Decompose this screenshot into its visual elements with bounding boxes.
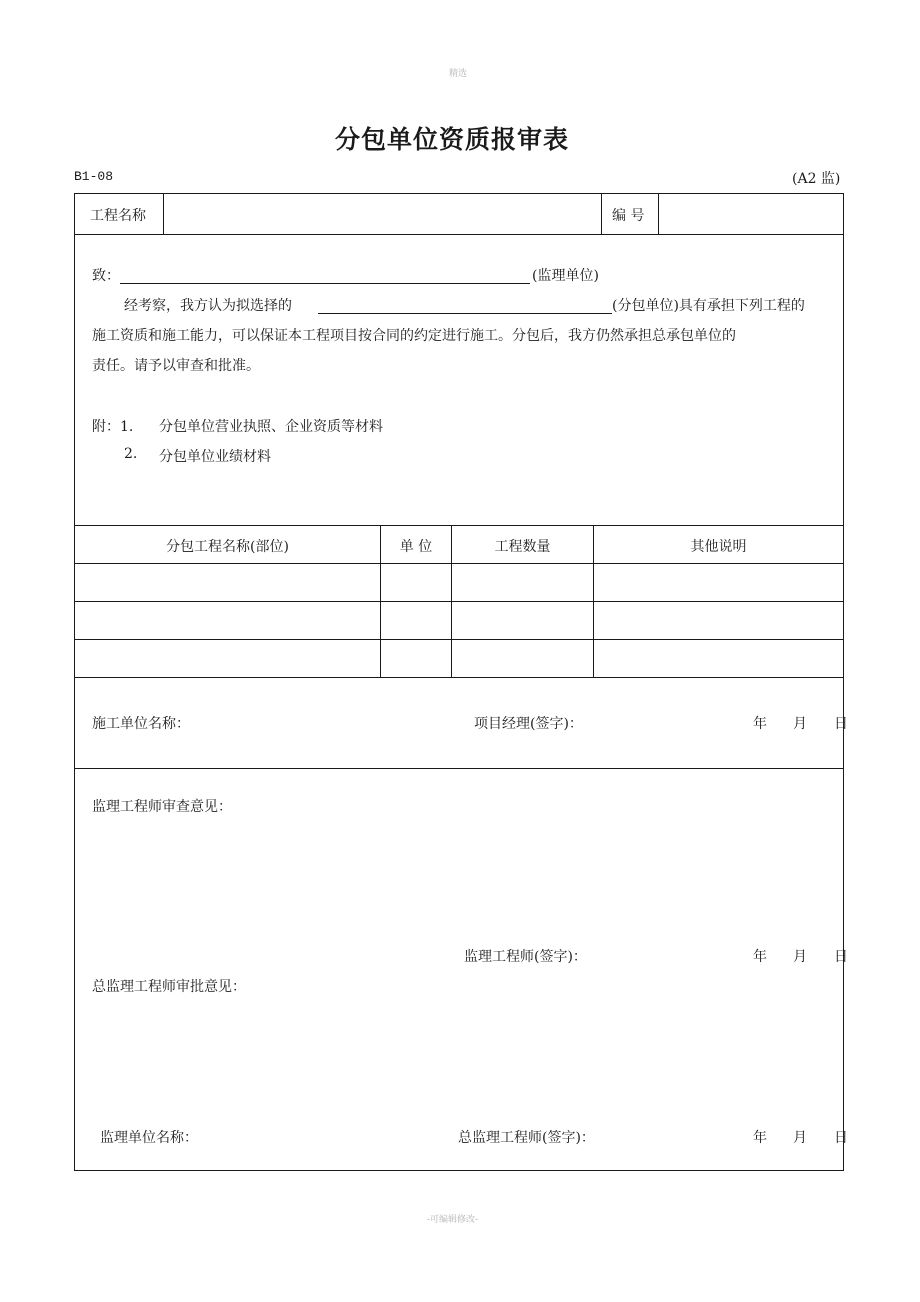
project-manager-signature-label: 项目经理(签字)： xyxy=(474,716,583,732)
subcontractor-underline[interactable] xyxy=(318,313,612,314)
supervision-unit-label: 监理单位名称： xyxy=(100,1130,198,1146)
table-row[interactable] xyxy=(75,602,843,639)
divider xyxy=(163,193,164,235)
divider xyxy=(74,525,844,526)
divider xyxy=(74,768,844,769)
divider xyxy=(74,677,844,678)
to-underline[interactable] xyxy=(120,283,530,284)
table-header-notes: 其他说明 xyxy=(690,539,747,555)
attachment-item-2: 分包单位业绩材料 xyxy=(159,449,271,465)
engineer-signature-label: 监理工程师(签字)： xyxy=(464,949,587,965)
to-suffix: (监理单位) xyxy=(532,268,599,284)
attachment-item-1: 分包单位营业执照、企业资质等材料 xyxy=(159,419,383,435)
table-header-unit: 单 位 xyxy=(399,539,433,555)
date-year: 年 xyxy=(753,949,767,965)
table-row[interactable] xyxy=(75,640,843,677)
divider xyxy=(601,193,602,235)
header-note: 精选 xyxy=(449,69,468,79)
attachment-number-2: 2. xyxy=(124,446,138,462)
review-opinion-area[interactable] xyxy=(92,820,832,930)
chief-engineer-signature-label: 总监理工程师(签字)： xyxy=(458,1130,595,1146)
date-year: 年 xyxy=(753,1130,767,1146)
date-month: 月 xyxy=(793,949,807,965)
approval-opinion-label: 总监理工程师审批意见： xyxy=(92,979,246,995)
date-month: 月 xyxy=(793,716,807,732)
table-row[interactable] xyxy=(75,564,843,601)
paragraph-line-2: 施工资质和施工能力，可以保证本工程项目按合同的约定进行施工。分包后，我方仍然承担总承包单位的 xyxy=(92,328,736,344)
project-name-field[interactable] xyxy=(165,195,599,233)
table-header-quantity: 工程数量 xyxy=(494,539,551,555)
date-year: 年 xyxy=(753,716,767,732)
divider xyxy=(74,234,844,235)
date-day: 日 xyxy=(834,949,848,965)
number-label: 编 号 xyxy=(612,208,645,224)
date-day: 日 xyxy=(834,716,848,732)
divider xyxy=(658,193,659,235)
form-type: (A2 监) xyxy=(792,171,841,187)
paragraph-prefix: 经考察，我方认为拟选择的 xyxy=(124,298,292,314)
project-name-label: 工程名称 xyxy=(90,208,146,224)
review-opinion-label: 监理工程师审查意见： xyxy=(92,799,232,815)
construction-unit-label: 施工单位名称： xyxy=(92,716,190,732)
footer-note: -可编辑修改- xyxy=(427,1215,479,1225)
page-title: 分包单位资质报审表 xyxy=(335,125,570,154)
form-code: B1-08 xyxy=(74,169,114,184)
paragraph-line-3: 责任。请予以审查和批准。 xyxy=(92,358,260,374)
approval-opinion-area[interactable] xyxy=(92,1000,832,1110)
to-label: 致： xyxy=(92,268,120,284)
date-month: 月 xyxy=(793,1130,807,1146)
date-day: 日 xyxy=(834,1130,848,1146)
table-header-name: 分包工程名称(部位) xyxy=(166,539,289,555)
number-field[interactable] xyxy=(660,195,842,233)
attachment-label: 附：1. xyxy=(92,419,134,435)
paragraph-suffix: (分包单位)具有承担下列工程的 xyxy=(612,298,805,314)
